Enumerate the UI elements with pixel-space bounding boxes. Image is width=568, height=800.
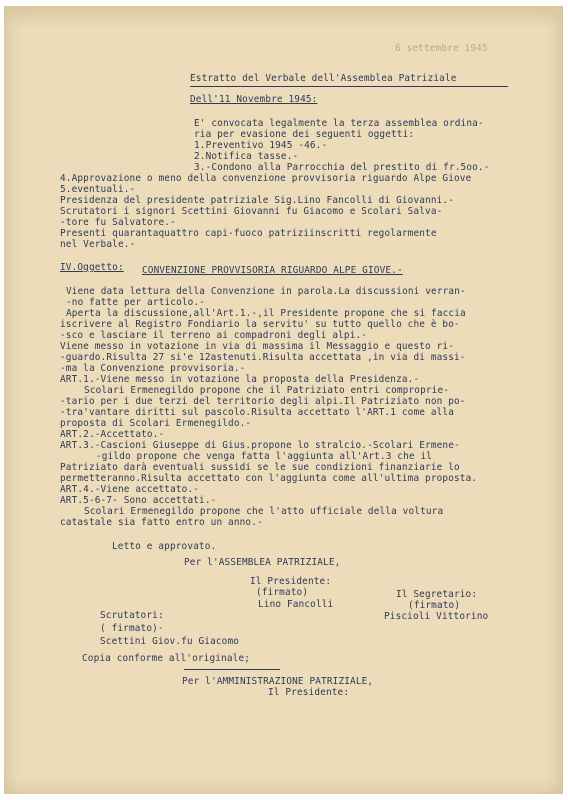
body-line: -sco e lasciare il terreno ai compadroni degli alpi.- [60,330,368,341]
article-1-line: -tario per i due terzi del territorio degli alpi.Il Patriziato non po- [60,396,466,407]
body-line: -ma la Convenzione provvisoria.- [60,363,246,374]
document-title: Estratto del Verbale dell'Assemblea Patriziale [190,73,457,84]
attendance-line: Presenti quarantaquattro capi-fuoco patriziinscritti regolarmente [60,228,437,239]
agenda-item-3: 3.-Condono alla Parrocchia del prestito di fr.5oo.- [194,162,490,173]
body-line: catastale sia fatto entro un anno.- [60,517,263,528]
article-3-line: ART.3.-Cascioni Giuseppe di Gius.propone lo stralcio.-Scolari Ermene- [60,440,460,451]
article-3-line: permetteranno.Risulta accettato con l'aggiunta come all'ultima proposta. [60,473,478,484]
document-sheet [4,6,563,794]
agenda-item-2: 2.Notifica tasse.- [194,151,299,162]
article-3-line: Patriziato darà eventuali sussidi se le sue condizioni finanziarie lo [60,462,460,473]
body-line: Viene data lettura della Convenzione in parola.La discussioni verran- [66,286,466,297]
segretario-label: Il Segretario: [396,589,478,600]
copia-conforme: Copia conforme all'originale; [82,653,251,664]
oggetto-label: IV.Oggetto: [60,262,124,273]
scrutatori-label: Scrutatori: [100,610,164,621]
presidente-label-2: Il Presidente: [268,687,350,698]
oggetto-title: CONVENZIONE PROVVISORIA RIGUARDO ALPE GIOVE.- [142,265,403,276]
intro-line: ria per evasione dei seguenti oggetti: [194,129,415,140]
presidency-line: Presidenza del presidente patriziale Sig.Lino Fancolli di Giovanni.- [60,195,455,206]
body-line: iscrivere al Registro Fondiario la servitu' su tutto quello che è bo- [60,319,460,330]
per-amministrazione: Per l'AMMINISTRAZIONE PATRIZIALE, [182,676,374,687]
segretario-firmato: (firmato) [408,600,461,611]
agenda-item-1: 1.Preventivo 1945 -46.- [194,140,328,151]
meeting-date: Dell'11 Novembre 1945: [190,94,318,105]
scrutatori-name: Scettini Giov.fu Giacomo [100,636,240,647]
agenda-item-4: 4.Approvazione o meno della convenzione provvisoria riguardo Alpe Giove [60,173,472,184]
article-1-line: proposta di Scolari Ermenegildo.- [60,418,252,429]
title-underline [190,86,508,87]
scrutineers-line: -tore fu Salvatore.- [60,217,176,228]
scrutineers-line: Scrutatori i signori Scettini Giovanni fu Giacomo e Scolari Salva- [60,206,443,217]
attendance-line: nel Verbale.- [60,239,136,250]
closing-line: Letto e approvato. [112,541,217,552]
body-line: -guardo.Risulta 27 si'e 12astenuti.Risulta accettata ,in via di massi- [60,352,466,363]
intro-line: E' convocata legalmente la terza assemblea ordina- [194,118,484,129]
scrutatori-firmato: ( firmato)- [100,623,164,634]
presidente-name: Lino Fancolli [258,599,334,610]
body-line: Aperta la discussione,all'Art.1.-,il Presidente propone che si faccia [66,308,466,319]
article-2-line: ART.2.-Accettato.- [60,429,165,440]
article-3-line: -gildo propone che venga fatta l'aggiunta all'Art.3 che il [96,451,433,462]
date-annotation: 6 settembre 1945 [395,43,488,54]
body-line: -no fatte per articolo.- [66,297,206,308]
article-1-line: Scolari Ermenegildo propone che il Patriziato entri comproprie- [84,385,450,396]
body-line: Viene messo in votazione in via di massima il Messaggio e questo ri- [60,341,455,352]
presidente-firmato: (firmato) [256,587,309,598]
separator-rule [184,669,280,670]
presidente-label: Il Presidente: [250,576,332,587]
article-1-line: -tra'vantare diritti sul pascolo.Risulta accettato l'ART.1 come alla [60,407,455,418]
article-5-7-line: ART.5-6-7- Sono accettati.- [60,495,217,506]
body-line: Scolari Ermenegildo propone che l'atto ufficiale della voltura [84,506,444,517]
per-assemblea: Per l'ASSEMBLEA PATRIZIALE, [184,557,341,568]
article-4-line: ART.4.-Viene accettato.- [60,484,200,495]
segretario-name: Piscioli Vittorino [384,611,489,622]
article-1-line: ART.1.-Viene messo in votazione la proposta della Presidenza.- [60,374,420,385]
agenda-item-5: 5.eventuali.- [60,184,136,195]
